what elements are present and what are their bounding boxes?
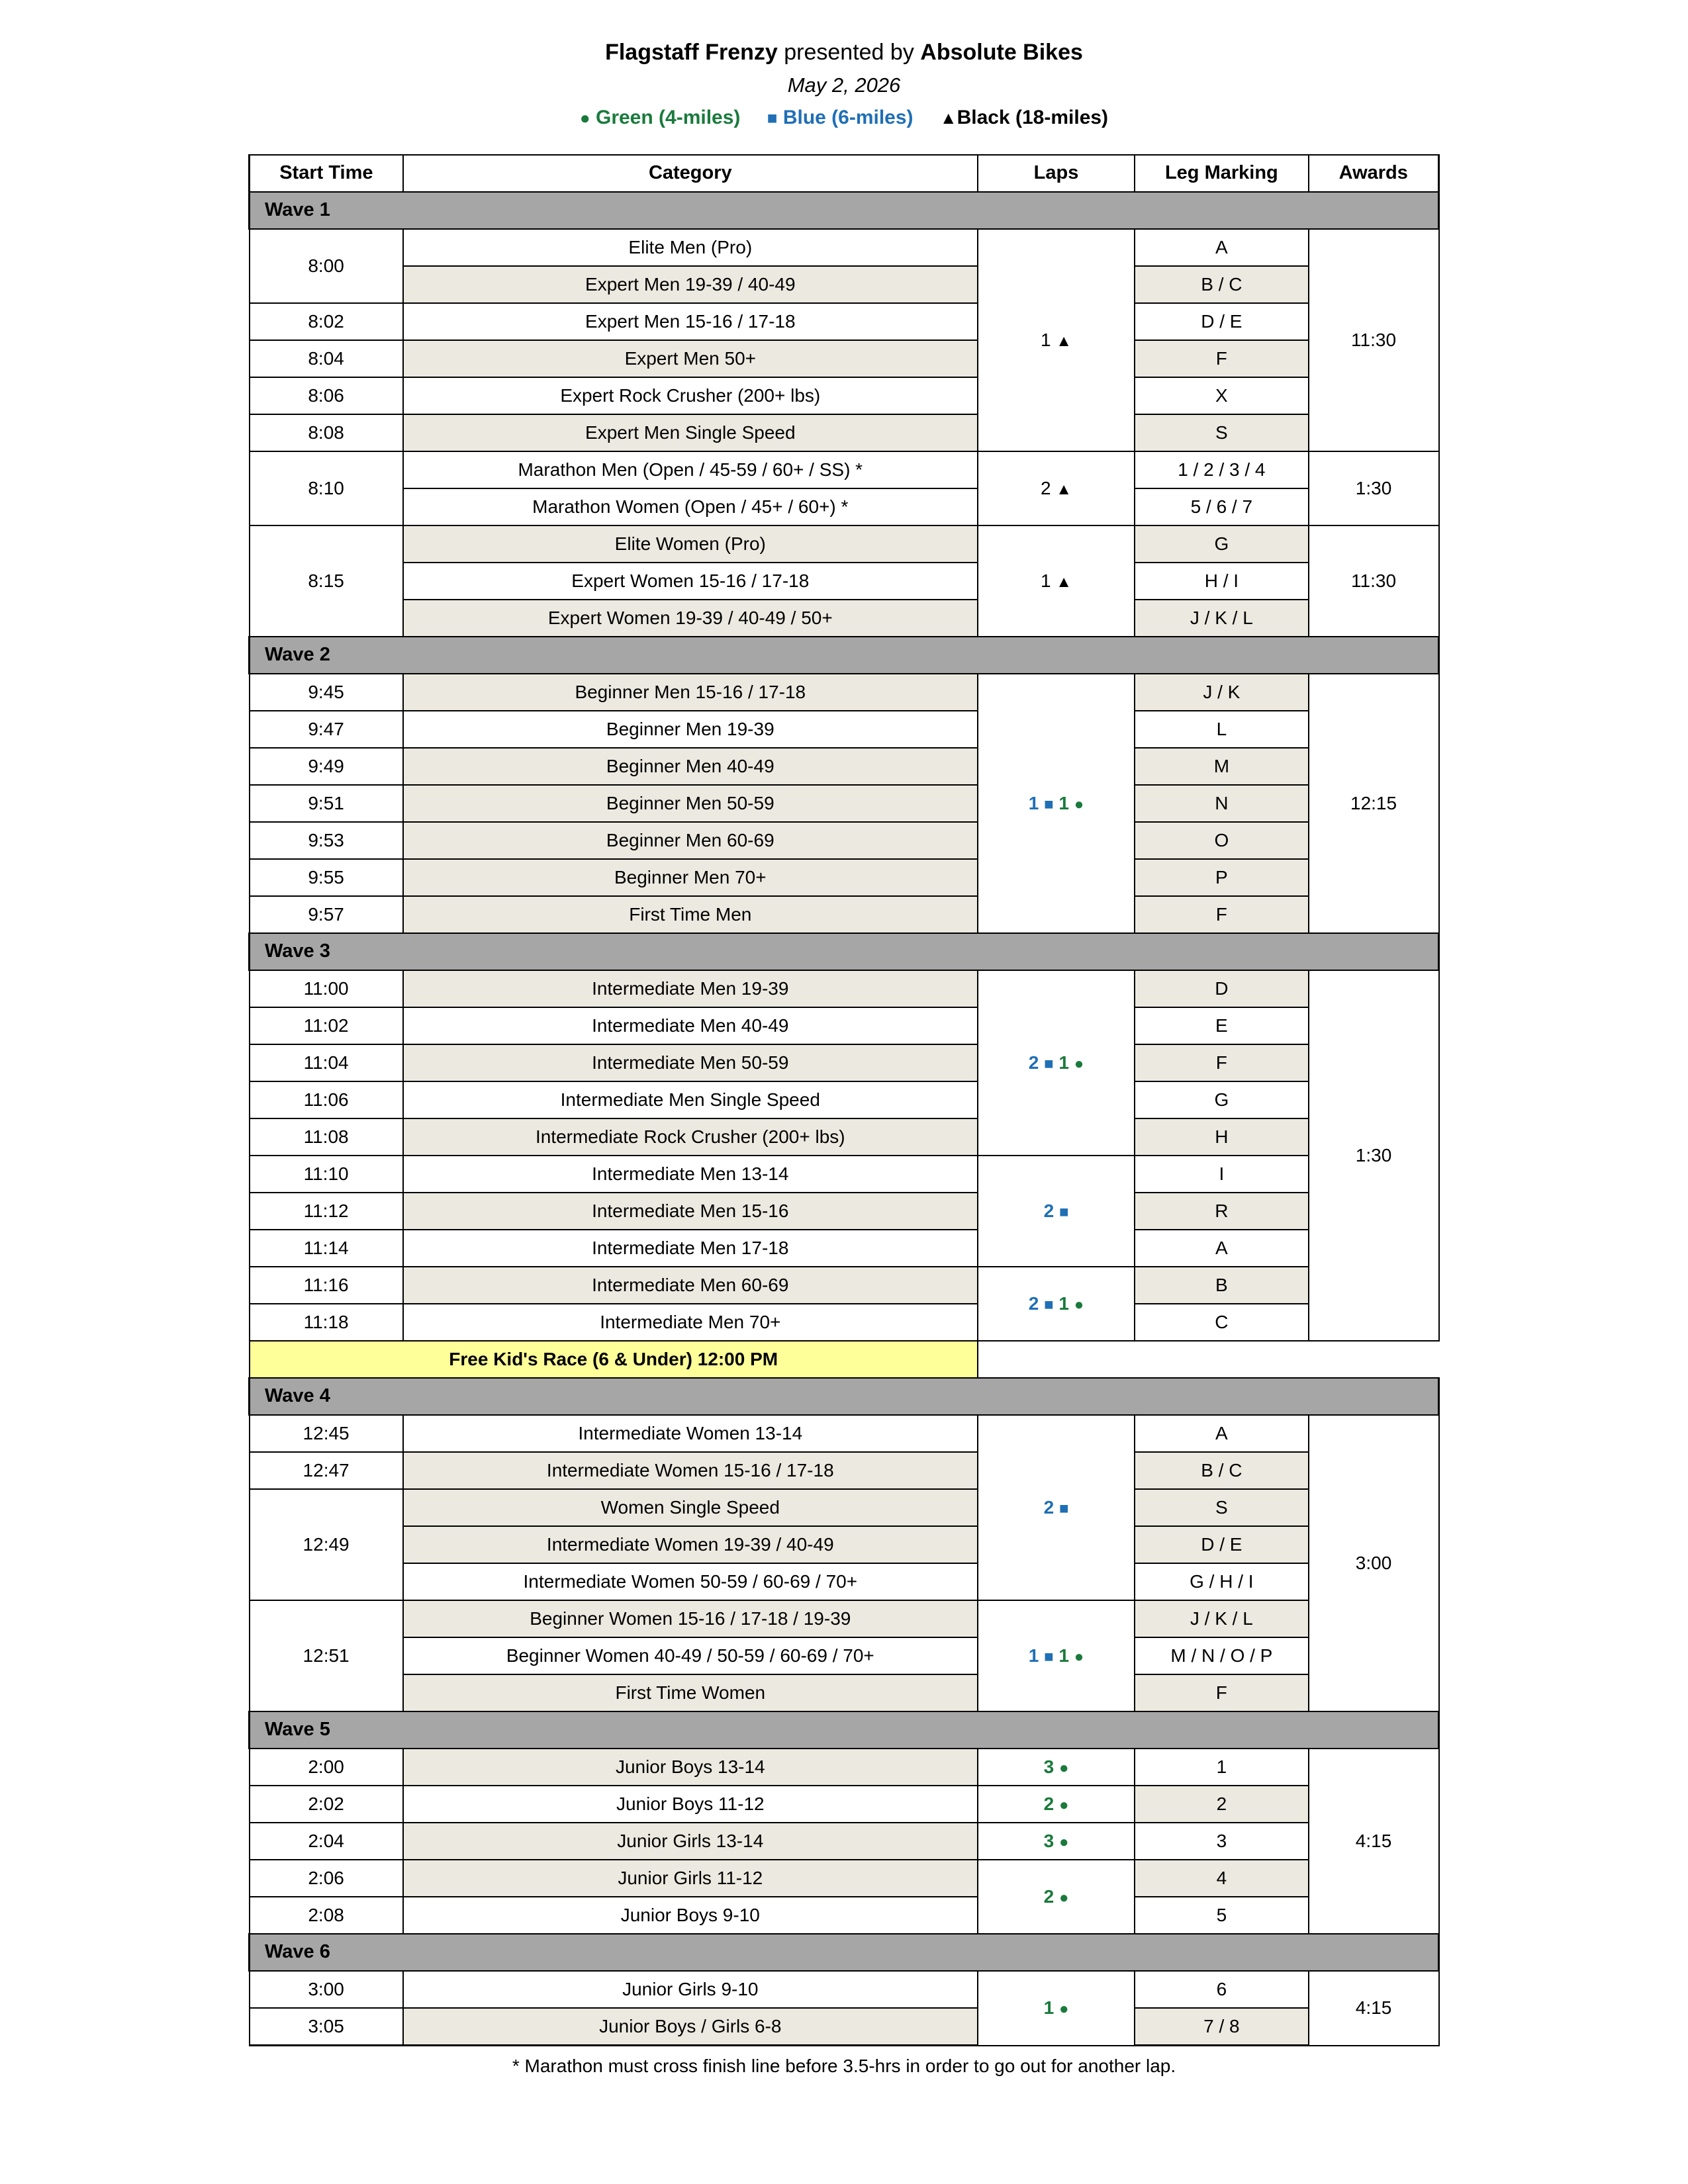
- table-row: [250, 1415, 1439, 1452]
- cell-laps: [978, 1786, 1135, 1823]
- cell-leg-marking: A: [1135, 229, 1308, 266]
- table-row: [250, 563, 1439, 600]
- table-row: [250, 1600, 1439, 1637]
- document-header: [0, 40, 1688, 129]
- cell-start-time: 8:02: [250, 303, 403, 340]
- cell-leg-marking: G: [1135, 525, 1308, 563]
- cell-awards: 1:30: [1309, 451, 1439, 525]
- table-row: [250, 1860, 1439, 1897]
- cell-laps: [978, 1860, 1135, 1934]
- table-row: [250, 1786, 1439, 1823]
- blue-square-icon: ■: [1044, 795, 1054, 813]
- cell-start-time: 8:06: [250, 377, 403, 414]
- column-header-start-time: Start Time: [250, 155, 403, 192]
- cell-category: Expert Women 19-39 / 40-49 / 50+: [403, 600, 978, 637]
- laps-count-blue: 2: [1043, 1200, 1055, 1221]
- cell-awards: 11:30: [1309, 525, 1439, 637]
- green-circle-icon: ●: [1058, 1833, 1069, 1851]
- cell-start-time: 9:47: [250, 711, 403, 748]
- table-body: [250, 192, 1439, 2046]
- cell-start-time: 11:04: [250, 1044, 403, 1081]
- cell-start-time: 2:06: [250, 1860, 403, 1897]
- cell-leg-marking: J / K / L: [1135, 600, 1308, 637]
- cell-laps: [978, 1415, 1135, 1600]
- cell-category: Junior Girls 9-10: [403, 1971, 978, 2008]
- table-row: [250, 1489, 1439, 1526]
- green-circle-icon: ●: [1058, 1888, 1069, 1907]
- table-row: [250, 1749, 1439, 1786]
- blank-cell: [1135, 1341, 1308, 1378]
- cell-leg-marking: 5: [1135, 1897, 1308, 1934]
- table-row: [250, 377, 1439, 414]
- laps-count-blue: 2: [1043, 1496, 1055, 1518]
- wave-header-row: [250, 1934, 1439, 1971]
- cell-category: Beginner Men 40-49: [403, 748, 978, 785]
- black-triangle-icon: ▲: [939, 108, 957, 128]
- laps-count-green: 2: [1043, 1886, 1055, 1907]
- cell-awards: 4:15: [1309, 1971, 1439, 2046]
- cell-leg-marking: 1 / 2 / 3 / 4: [1135, 451, 1308, 488]
- cell-category: Beginner Women 40-49 / 50-59 / 60-69 / 70+: [403, 1637, 978, 1674]
- table-row: [250, 1044, 1439, 1081]
- cell-category: Beginner Men 60-69: [403, 822, 978, 859]
- table-row: [250, 1267, 1439, 1304]
- cell-start-time: 9:53: [250, 822, 403, 859]
- laps-count-green: 1: [1058, 1052, 1069, 1073]
- cell-category: Junior Girls 11-12: [403, 1860, 978, 1897]
- table-row: [250, 748, 1439, 785]
- legend-item-green: [580, 107, 740, 128]
- cell-leg-marking: 5 / 6 / 7: [1135, 488, 1308, 525]
- laps-count-green: 1: [1058, 1293, 1069, 1314]
- cell-leg-marking: R: [1135, 1193, 1308, 1230]
- cell-category: Elite Men (Pro): [403, 229, 978, 266]
- cell-category: Intermediate Men 17-18: [403, 1230, 978, 1267]
- cell-leg-marking: G: [1135, 1081, 1308, 1118]
- cell-leg-marking: F: [1135, 1044, 1308, 1081]
- table-row: [250, 1007, 1439, 1044]
- cell-category: First Time Men: [403, 896, 978, 933]
- cell-leg-marking: 4: [1135, 1860, 1308, 1897]
- cell-category: Intermediate Women 50-59 / 60-69 / 70+: [403, 1563, 978, 1600]
- wave-header-row: [250, 1711, 1439, 1749]
- table-row: [250, 711, 1439, 748]
- cell-start-time: 9:55: [250, 859, 403, 896]
- cell-start-time: 2:04: [250, 1823, 403, 1860]
- table-row: [250, 1563, 1439, 1600]
- cell-start-time: 11:18: [250, 1304, 403, 1341]
- cell-start-time: 2:00: [250, 1749, 403, 1786]
- cell-start-time: 8:04: [250, 340, 403, 377]
- footnote: * Marathon must cross finish line before 3.5-hrs in order to go out for another lap.: [512, 2056, 1176, 2076]
- wave-label-3: Wave 3: [250, 933, 1439, 970]
- cell-leg-marking: C: [1135, 1304, 1308, 1341]
- cell-category: Expert Men 50+: [403, 340, 978, 377]
- cell-leg-marking: D / E: [1135, 1526, 1308, 1563]
- cell-category: Junior Boys 11-12: [403, 1786, 978, 1823]
- cell-category: Expert Men Single Speed: [403, 414, 978, 451]
- wave-header-row: [250, 637, 1439, 674]
- cell-category: Expert Women 15-16 / 17-18: [403, 563, 978, 600]
- cell-awards: 11:30: [1309, 229, 1439, 451]
- cell-start-time: 3:05: [250, 2008, 403, 2046]
- blue-square-icon: ■: [1044, 1295, 1054, 1314]
- cell-leg-marking: A: [1135, 1230, 1308, 1267]
- table-row: [250, 229, 1439, 266]
- green-circle-icon: ●: [1074, 1054, 1084, 1073]
- cell-leg-marking: A: [1135, 1415, 1308, 1452]
- cell-category: Expert Rock Crusher (200+ lbs): [403, 377, 978, 414]
- cell-leg-marking: E: [1135, 1007, 1308, 1044]
- laps-count-blue: 2: [1028, 1052, 1039, 1073]
- cell-laps: [978, 1600, 1135, 1711]
- cell-leg-marking: F: [1135, 340, 1308, 377]
- cell-leg-marking: N: [1135, 785, 1308, 822]
- cell-category: Junior Boys 9-10: [403, 1897, 978, 1934]
- cell-start-time: 12:47: [250, 1452, 403, 1489]
- table-row: [250, 859, 1439, 896]
- cell-category: Beginner Men 70+: [403, 859, 978, 896]
- kids-race-row: [250, 1341, 1439, 1378]
- sponsor-name: Absolute Bikes: [920, 40, 1083, 65]
- event-name: Flagstaff Frenzy: [605, 40, 778, 65]
- cell-leg-marking: F: [1135, 1674, 1308, 1711]
- cell-start-time: 3:00: [250, 1971, 403, 2008]
- cell-laps: [978, 451, 1135, 525]
- table-row: [250, 1156, 1439, 1193]
- cell-category: First Time Women: [403, 1674, 978, 1711]
- cell-laps: [978, 525, 1135, 637]
- cell-category: Intermediate Men 15-16: [403, 1193, 978, 1230]
- laps-count-blue: 1: [1028, 792, 1039, 813]
- cell-leg-marking: I: [1135, 1156, 1308, 1193]
- blue-square-icon: ■: [1044, 1647, 1054, 1666]
- table-row: [250, 1823, 1439, 1860]
- table-row: [250, 525, 1439, 563]
- course-legend: [0, 107, 1688, 129]
- cell-awards: 1:30: [1309, 970, 1439, 1341]
- green-circle-icon: ●: [1074, 1647, 1084, 1666]
- cell-category: Intermediate Men 40-49: [403, 1007, 978, 1044]
- table-row: [250, 1674, 1439, 1711]
- cell-laps: [978, 1971, 1135, 2046]
- laps-count-green: 2: [1043, 1793, 1055, 1814]
- table-row: [250, 451, 1439, 488]
- cell-start-time: 12:51: [250, 1600, 403, 1711]
- cell-start-time: 11:00: [250, 970, 403, 1007]
- table-row: [250, 1118, 1439, 1156]
- cell-start-time: 12:49: [250, 1489, 403, 1600]
- green-circle-icon: ●: [1058, 1796, 1069, 1814]
- table-row: [250, 600, 1439, 637]
- cell-start-time: 8:10: [250, 451, 403, 525]
- cell-leg-marking: D / E: [1135, 303, 1308, 340]
- table-row: [250, 1637, 1439, 1674]
- cell-category: Intermediate Men 50-59: [403, 1044, 978, 1081]
- kids-race-label: Free Kid's Race (6 & Under) 12:00 PM: [250, 1341, 978, 1378]
- laps-count: 1: [1040, 329, 1051, 350]
- cell-laps: [978, 1823, 1135, 1860]
- cell-category: Intermediate Men 13-14: [403, 1156, 978, 1193]
- table-row: [250, 970, 1439, 1007]
- table-row: [250, 2008, 1439, 2046]
- cell-leg-marking: M: [1135, 748, 1308, 785]
- cell-start-time: 11:06: [250, 1081, 403, 1118]
- cell-category: Junior Boys 13-14: [403, 1749, 978, 1786]
- cell-leg-marking: 6: [1135, 1971, 1308, 2008]
- table-row: [250, 488, 1439, 525]
- cell-leg-marking: S: [1135, 1489, 1308, 1526]
- cell-category: Intermediate Men 19-39: [403, 970, 978, 1007]
- black-triangle-icon: ▲: [1056, 480, 1072, 498]
- cell-category: Marathon Women (Open / 45+ / 60+) *: [403, 488, 978, 525]
- cell-category: Junior Girls 13-14: [403, 1823, 978, 1860]
- cell-laps: [978, 1156, 1135, 1267]
- cell-category: Beginner Men 19-39: [403, 711, 978, 748]
- blank-cell: [1309, 1341, 1439, 1378]
- column-header-category: Category: [403, 155, 978, 192]
- column-header-leg-marking: Leg Marking: [1135, 155, 1308, 192]
- cell-leg-marking: J / K / L: [1135, 1600, 1308, 1637]
- cell-start-time: 9:51: [250, 785, 403, 822]
- table-row: [250, 822, 1439, 859]
- green-circle-icon: ●: [1058, 1758, 1069, 1777]
- table-row: [250, 266, 1439, 303]
- cell-leg-marking: 3: [1135, 1823, 1308, 1860]
- cell-category: Beginner Men 15-16 / 17-18: [403, 674, 978, 711]
- table-row: [250, 785, 1439, 822]
- table-row: [250, 674, 1439, 711]
- cell-category: Beginner Women 15-16 / 17-18 / 19-39: [403, 1600, 978, 1637]
- cell-leg-marking: P: [1135, 859, 1308, 896]
- cell-leg-marking: H / I: [1135, 563, 1308, 600]
- green-circle-icon: ●: [1074, 795, 1084, 813]
- column-header-awards: Awards: [1309, 155, 1439, 192]
- table-row: [250, 303, 1439, 340]
- blue-square-icon: ■: [1058, 1203, 1069, 1221]
- cell-start-time: 11:14: [250, 1230, 403, 1267]
- cell-leg-marking: O: [1135, 822, 1308, 859]
- green-circle-icon: ●: [1058, 1999, 1069, 2018]
- cell-leg-marking: B: [1135, 1267, 1308, 1304]
- event-date: May 2, 2026: [787, 73, 901, 97]
- cell-category: Expert Men 15-16 / 17-18: [403, 303, 978, 340]
- blue-square-icon: ■: [1044, 1054, 1054, 1073]
- cell-category: Expert Men 19-39 / 40-49: [403, 266, 978, 303]
- legend-item-black: [940, 107, 1108, 128]
- table-row: [250, 340, 1439, 377]
- cell-leg-marking: S: [1135, 414, 1308, 451]
- table-row: [250, 1897, 1439, 1934]
- blue-square-icon: ■: [1058, 1499, 1069, 1518]
- cell-category: Intermediate Men 70+: [403, 1304, 978, 1341]
- table-row: [250, 1452, 1439, 1489]
- cell-leg-marking: M / N / O / P: [1135, 1637, 1308, 1674]
- cell-category: Intermediate Women 13-14: [403, 1415, 978, 1452]
- race-schedule-table: [248, 154, 1440, 2046]
- cell-leg-marking: B / C: [1135, 1452, 1308, 1489]
- wave-header-row: [250, 933, 1439, 970]
- column-header-laps: Laps: [978, 155, 1135, 192]
- cell-start-time: 9:49: [250, 748, 403, 785]
- cell-start-time: 12:45: [250, 1415, 403, 1452]
- cell-leg-marking: 7 / 8: [1135, 2008, 1308, 2046]
- table-header: [250, 155, 1439, 192]
- black-triangle-icon: ▲: [1056, 332, 1072, 350]
- laps-count-blue: 2: [1028, 1293, 1039, 1314]
- cell-start-time: 11:10: [250, 1156, 403, 1193]
- table-row: [250, 1081, 1439, 1118]
- cell-category: Women Single Speed: [403, 1489, 978, 1526]
- cell-awards: 3:00: [1309, 1415, 1439, 1711]
- table-row: [250, 1304, 1439, 1341]
- laps-count: 2: [1040, 477, 1051, 498]
- cell-category: Elite Women (Pro): [403, 525, 978, 563]
- cell-awards: 12:15: [1309, 674, 1439, 933]
- wave-header-row: [250, 1378, 1439, 1415]
- laps-count-green: 3: [1043, 1756, 1055, 1777]
- wave-label-1: Wave 1: [250, 192, 1439, 229]
- table-row: [250, 1526, 1439, 1563]
- cell-category: Marathon Men (Open / 45-59 / 60+ / SS) *: [403, 451, 978, 488]
- wave-label-4: Wave 4: [250, 1378, 1439, 1415]
- laps-count: 1: [1040, 570, 1051, 591]
- laps-count-green: 3: [1043, 1830, 1055, 1851]
- table-row: [250, 1971, 1439, 2008]
- table-row: [250, 1230, 1439, 1267]
- cell-category: Intermediate Men 60-69: [403, 1267, 978, 1304]
- cell-start-time: 2:08: [250, 1897, 403, 1934]
- cell-start-time: 8:15: [250, 525, 403, 637]
- cell-leg-marking: 1: [1135, 1749, 1308, 1786]
- cell-laps: [978, 1749, 1135, 1786]
- cell-laps: [978, 970, 1135, 1156]
- wave-label-2: Wave 2: [250, 637, 1439, 674]
- cell-category: Intermediate Women 19-39 / 40-49: [403, 1526, 978, 1563]
- wave-label-6: Wave 6: [250, 1934, 1439, 1971]
- legend-item-blue: [767, 107, 914, 128]
- cell-leg-marking: B / C: [1135, 266, 1308, 303]
- cell-laps: [978, 229, 1135, 451]
- cell-category: Beginner Men 50-59: [403, 785, 978, 822]
- cell-leg-marking: F: [1135, 896, 1308, 933]
- cell-category: Junior Boys / Girls 6-8: [403, 2008, 978, 2046]
- cell-start-time: 11:02: [250, 1007, 403, 1044]
- page-title: [0, 40, 1688, 66]
- cell-laps: [978, 1267, 1135, 1341]
- cell-leg-marking: L: [1135, 711, 1308, 748]
- cell-start-time: 11:12: [250, 1193, 403, 1230]
- blue-square-icon: ■: [767, 108, 778, 128]
- blank-cell: [978, 1341, 1135, 1378]
- cell-start-time: 8:00: [250, 229, 403, 303]
- cell-laps: [978, 674, 1135, 933]
- wave-label-5: Wave 5: [250, 1711, 1439, 1749]
- cell-leg-marking: D: [1135, 970, 1308, 1007]
- presented-by-text: presented by: [777, 40, 921, 65]
- green-circle-icon: ●: [579, 108, 590, 128]
- schedule-table-wrapper: [248, 154, 1440, 2077]
- cell-leg-marking: H: [1135, 1118, 1308, 1156]
- cell-start-time: 11:08: [250, 1118, 403, 1156]
- cell-start-time: 9:57: [250, 896, 403, 933]
- laps-count-green: 1: [1043, 1997, 1055, 2019]
- cell-awards: 4:15: [1309, 1749, 1439, 1934]
- cell-start-time: 8:08: [250, 414, 403, 451]
- laps-count-green: 1: [1058, 792, 1069, 813]
- laps-count-blue: 1: [1028, 1645, 1039, 1666]
- table-row: [250, 1193, 1439, 1230]
- laps-count-green: 1: [1058, 1645, 1069, 1666]
- cell-leg-marking: G / H / I: [1135, 1563, 1308, 1600]
- cell-start-time: 2:02: [250, 1786, 403, 1823]
- cell-leg-marking: 2: [1135, 1786, 1308, 1823]
- legend-label-black: Black (18-miles): [957, 107, 1109, 128]
- legend-label-blue: Blue (6-miles): [782, 107, 914, 128]
- cell-start-time: 9:45: [250, 674, 403, 711]
- black-triangle-icon: ▲: [1056, 572, 1072, 591]
- header-row: [250, 155, 1439, 192]
- cell-leg-marking: X: [1135, 377, 1308, 414]
- table-row: [250, 896, 1439, 933]
- green-circle-icon: ●: [1074, 1295, 1084, 1314]
- cell-leg-marking: J / K: [1135, 674, 1308, 711]
- cell-category: Intermediate Men Single Speed: [403, 1081, 978, 1118]
- cell-start-time: 11:16: [250, 1267, 403, 1304]
- table-row: [250, 414, 1439, 451]
- cell-category: Intermediate Women 15-16 / 17-18: [403, 1452, 978, 1489]
- cell-category: Intermediate Rock Crusher (200+ lbs): [403, 1118, 978, 1156]
- legend-label-green: Green (4-miles): [595, 107, 741, 128]
- wave-header-row: [250, 192, 1439, 229]
